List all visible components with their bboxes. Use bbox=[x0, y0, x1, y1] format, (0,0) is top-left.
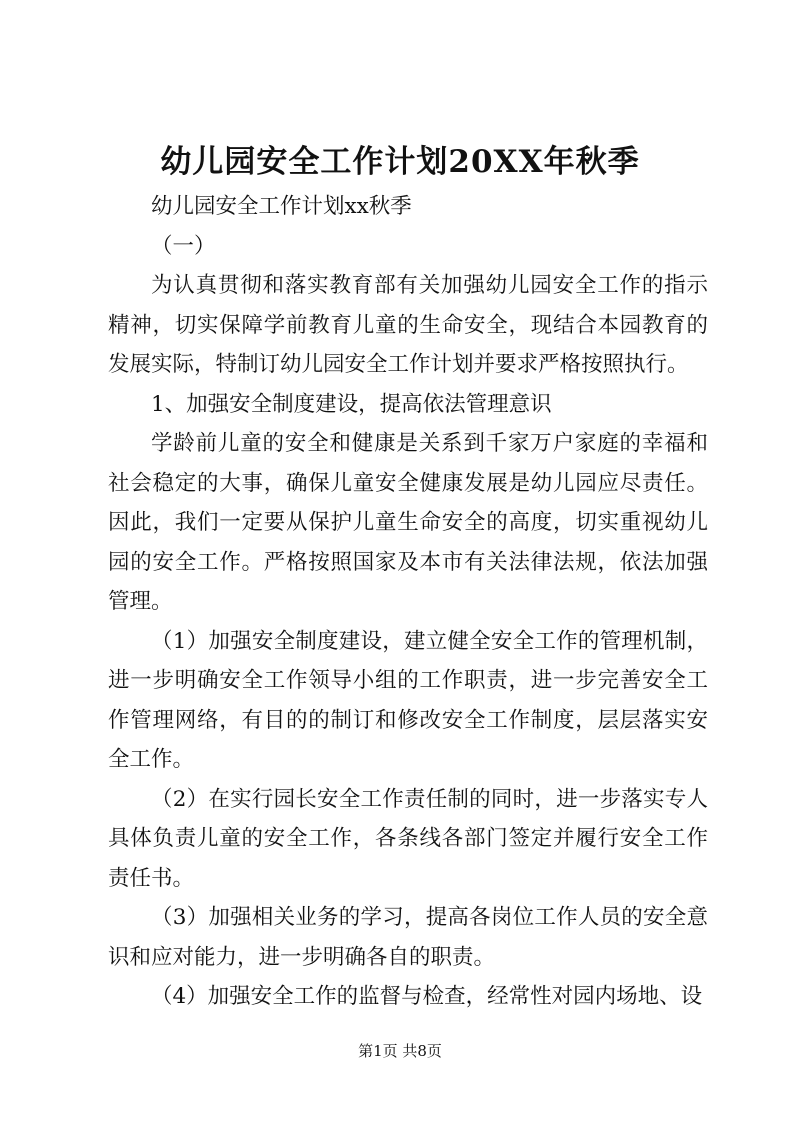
document-body bbox=[108, 187, 708, 1017]
page-number-footer: 第1页 共8页 bbox=[358, 1042, 442, 1060]
paragraph-subtitle: 幼儿园安全工作计划xx秋季 bbox=[151, 194, 412, 219]
paragraph-item-1: （1）加强安全制度建设，建立健全安全工作的管理机制，进一步明确安全工作领导小组的工作职责，进一步完善安全工作管理网络，有目的的制订和修改安全工作制度，层层落实安全工作。 bbox=[108, 628, 708, 772]
paragraph-heading-1: 1、加强安全制度建设，提高依法管理意识 bbox=[151, 391, 552, 417]
paragraph-intro: 为认真贯彻和落实教育部有关加强幼儿园安全工作的指示精神，切实保障学前教育儿童的生命安全，现结合本园教育的发展实际，特制订幼儿园安全工作计划并要求严格按照执行。 bbox=[108, 273, 708, 377]
page-title: 幼儿园安全工作计划20XX年秋季 bbox=[160, 144, 640, 180]
paragraph-item-4: （4）加强安全工作的监督与检查，经常性对园内场地、设 bbox=[151, 984, 703, 1009]
paragraph-section-marker: （一） bbox=[151, 233, 216, 259]
paragraph-item-3: （3）加强相关业务的学习，提高各岗位工作人员的安全意识和应对能力，进一步明确各自的职责。 bbox=[108, 905, 708, 970]
paragraph-body: 学龄前儿童的安全和健康是关系到千家万户家庭的幸福和社会稳定的大事，确保儿童安全健康发展是幼儿园应尽责任。因此，我们一定要从保护儿童生命安全的高度，切实重视幼儿园的安全工作。严格按照国家及本市有关法律法规，依法加强管理。 bbox=[108, 431, 708, 614]
paragraph-item-2: （2）在实行园长安全工作责任制的同时，进一步落实专人具体负责儿童的安全工作，各条线各部门签定并履行安全工作责任书。 bbox=[108, 786, 708, 891]
